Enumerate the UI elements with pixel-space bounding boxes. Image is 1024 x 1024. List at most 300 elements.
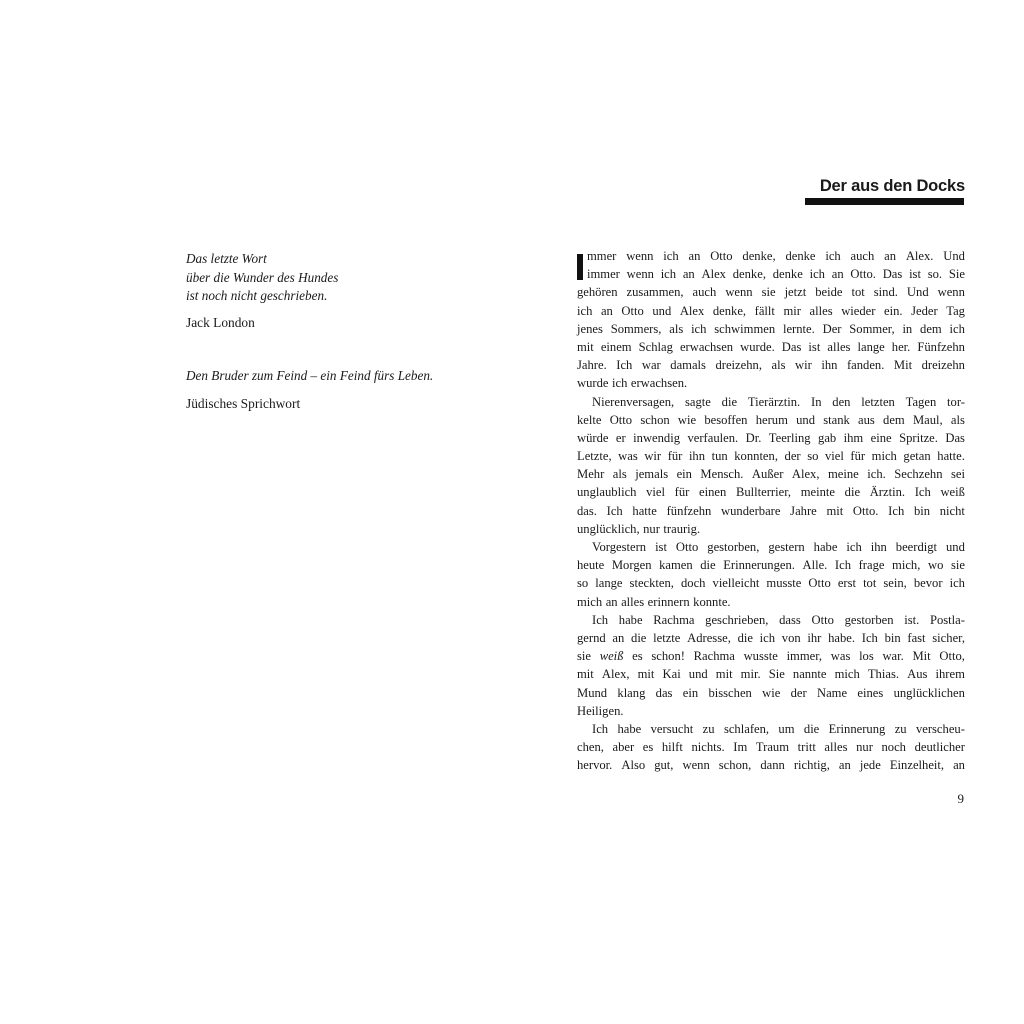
word: gestorben [844, 612, 894, 627]
body-text-line [577, 265, 965, 283]
word: lange [857, 339, 885, 354]
word: steckten, [629, 576, 674, 591]
word: auch [850, 249, 875, 263]
word: der [784, 449, 801, 464]
word: sie [577, 649, 591, 664]
word: besoffen [704, 412, 748, 427]
epigraph-source: Jüdisches Sprichwort [186, 395, 301, 411]
word: versucht [650, 721, 694, 736]
word: ihr [807, 630, 822, 645]
word: getan [903, 449, 931, 464]
word: hilft [661, 740, 683, 755]
word: lernte. [782, 321, 815, 336]
word: ihn [870, 540, 887, 554]
word: fanden. [846, 358, 885, 373]
word: und [946, 540, 965, 554]
word: wie [677, 412, 697, 427]
word: geschrieben, [705, 612, 769, 627]
body-text-line [577, 538, 965, 556]
body-text-line [577, 483, 965, 501]
word: wieder [841, 303, 876, 318]
word: kamen [659, 558, 693, 573]
word: ich [825, 249, 841, 263]
word: ich. [867, 467, 886, 482]
body-text-line [577, 356, 965, 374]
word: tun [711, 449, 728, 464]
word: Vorgestern [592, 540, 647, 554]
word: ich [611, 376, 628, 391]
word: war [641, 358, 661, 373]
word: Im [733, 740, 748, 755]
word: immer, [786, 649, 823, 664]
word: Erinnerungen. [723, 558, 795, 573]
word: die [803, 721, 820, 736]
body-text-line [577, 520, 965, 538]
word: Bullterrier, [735, 485, 792, 500]
right-page [512, 0, 1024, 1024]
word: denke, [742, 249, 776, 263]
word: was [830, 649, 851, 664]
word: stank [823, 412, 850, 427]
word: ihrem [935, 667, 965, 682]
epigraph-proverb [186, 367, 506, 413]
word: Ich [616, 358, 633, 373]
word: schon, [718, 758, 752, 773]
word: sagte [684, 394, 711, 409]
word: die [737, 630, 753, 645]
word: dreizehn [921, 358, 965, 373]
word: beide [815, 285, 843, 300]
word: letzte [653, 630, 681, 645]
word: aber [612, 740, 635, 755]
word: ist. [904, 612, 920, 627]
word: Alex [679, 303, 705, 318]
word: los [859, 649, 874, 664]
word: Tagen [905, 394, 937, 409]
word: mich [834, 667, 860, 682]
word: Jahre [790, 503, 817, 518]
word: als [950, 412, 965, 427]
word: dreizehn, [715, 358, 762, 373]
word: wurde. [740, 339, 775, 354]
word: ich [949, 576, 965, 591]
epigraph-jack-london [186, 250, 506, 332]
word: richtig, [793, 758, 830, 773]
word: aus [858, 412, 875, 427]
word: Und [906, 285, 929, 300]
word: Morgen [611, 558, 652, 573]
word: erwachsen [679, 339, 734, 354]
word: dem [883, 412, 905, 427]
body-text-line [577, 465, 965, 483]
word: Alex, [601, 667, 630, 682]
word: unglücklichen [893, 685, 965, 700]
word: gut, [654, 758, 674, 773]
word: so. [927, 267, 943, 282]
word: Otto [811, 612, 834, 627]
word: heute [577, 558, 605, 573]
word: Und [943, 249, 965, 263]
word: fast [907, 630, 926, 645]
word: lange [595, 576, 623, 591]
word: Das [945, 430, 965, 445]
word: Also [621, 758, 646, 773]
word: bin [913, 503, 931, 518]
word: Rachma [693, 649, 735, 664]
word: habe [617, 721, 642, 736]
word: als [669, 321, 684, 336]
word: musste [766, 576, 802, 591]
word: an [831, 267, 844, 282]
word: von [781, 630, 801, 645]
word: Alle. [802, 558, 828, 573]
word: Mensch. [700, 467, 744, 482]
word: Ich [834, 558, 852, 573]
word: gestern [768, 540, 805, 554]
word: habe [618, 612, 643, 627]
word: wurde [577, 376, 609, 391]
word: In [811, 394, 822, 409]
body-text-line [577, 429, 965, 447]
word: Rachma [653, 612, 695, 627]
word: und [652, 303, 672, 318]
word: erinnern [647, 594, 690, 609]
body-text-line [577, 447, 965, 465]
body-text-line [577, 665, 965, 683]
word: ist [655, 540, 667, 554]
word: tritt [797, 740, 816, 755]
word: ein. [884, 303, 903, 318]
word: ihn [688, 449, 706, 464]
word: Otto. [850, 267, 876, 282]
word: ich [660, 267, 677, 282]
word: damals [670, 358, 706, 373]
word: meinte [800, 485, 835, 500]
word: weiß [599, 649, 624, 664]
body-text-line [577, 702, 965, 720]
word: Ich [592, 612, 609, 627]
word: einen [699, 485, 727, 500]
word: Ich [606, 503, 623, 518]
epigraph-line: über die Wunder des Hundes [186, 269, 339, 285]
word: Sommer, [849, 321, 895, 336]
word: Ich [592, 721, 609, 736]
word: sie [950, 558, 965, 573]
word: schlafen, [723, 721, 770, 736]
word: wenn [682, 758, 710, 773]
word: für [850, 449, 866, 464]
word: Otto. [852, 503, 879, 518]
epigraph-source: Jack London [186, 314, 255, 330]
word: nur [643, 521, 660, 536]
word: mit [715, 667, 733, 682]
word: eine [870, 430, 892, 445]
chapter-title-rule [805, 198, 964, 205]
word: viel [824, 449, 844, 464]
body-text-line [577, 593, 965, 611]
body-text-line [577, 411, 965, 429]
word: Alex, [791, 467, 820, 482]
word: um [778, 721, 795, 736]
word: Außer [751, 467, 784, 482]
word: unglücklich, [577, 521, 640, 536]
word: Thias. [867, 667, 899, 682]
word: alles [621, 594, 645, 609]
word: alles [809, 303, 833, 318]
word: immer [587, 267, 620, 282]
word: die [631, 630, 647, 645]
word: traurig. [663, 521, 701, 536]
word: Otto [621, 303, 644, 318]
body-text-line [577, 393, 965, 411]
word: einem [600, 339, 632, 354]
body-text-line [577, 247, 965, 265]
body-text-line [577, 302, 965, 320]
word: Traum [755, 740, 790, 755]
word: Erinnerung [828, 721, 886, 736]
word: tot [863, 576, 877, 591]
word: an [953, 758, 965, 773]
word: mir. [740, 667, 761, 682]
word: hatte [632, 503, 657, 518]
word: verfaulen. [687, 430, 739, 445]
body-text-line [577, 574, 965, 592]
word: ein [682, 685, 699, 700]
word: Sommers, [610, 321, 662, 336]
epigraph-line: ist noch nicht geschrieben. [186, 288, 328, 304]
word: als [612, 467, 627, 482]
word: inwendig [633, 430, 681, 445]
epigraph-line: Den Bruder zum Feind – ein Feind fürs Leben. [186, 368, 434, 383]
word: Ärztin. [869, 485, 906, 500]
word: Otto [808, 576, 831, 591]
word: weiß [940, 485, 965, 500]
body-text-line [577, 320, 965, 338]
word: der [790, 685, 807, 700]
body-text-line [577, 720, 965, 738]
word: vielleicht [712, 576, 760, 591]
word: das [655, 685, 673, 700]
word: Ich [861, 630, 878, 645]
word: ich [577, 303, 593, 318]
word: konnten, [734, 449, 778, 464]
body-text-line [577, 629, 965, 647]
word: mir [783, 303, 801, 318]
word: deutlicher [914, 740, 965, 755]
word: Tierärztin. [747, 394, 801, 409]
word: schwimmen [714, 321, 776, 336]
epigraph-quote [186, 250, 506, 306]
word: an [605, 594, 618, 609]
word: an [688, 249, 701, 263]
drop-cap-i [577, 254, 583, 280]
word: wenn [626, 267, 654, 282]
word: Heiligen. [577, 703, 624, 718]
word: Einzelheit, [889, 758, 945, 773]
word: dass [779, 612, 801, 627]
word: schon [640, 412, 670, 427]
word: Nierenversagen, [592, 394, 675, 409]
word: schon! [651, 649, 685, 664]
word: an [682, 267, 695, 282]
word: Mehr [577, 467, 605, 482]
word: Alex. [905, 249, 934, 263]
word: Sie [768, 667, 785, 682]
word: jetzt [784, 285, 807, 300]
word: in [902, 321, 913, 336]
word: ihm [843, 430, 864, 445]
word: gab [818, 430, 837, 445]
word: alles [824, 740, 848, 755]
word: wenn [937, 285, 965, 300]
word: ist [808, 339, 821, 354]
word: Otto [710, 249, 733, 263]
word: Jeder [911, 303, 938, 318]
word: ich [809, 267, 825, 282]
word: mit [826, 503, 844, 518]
word: wenn [626, 249, 654, 263]
word: an [884, 249, 897, 263]
word: nichts. [691, 740, 725, 755]
word: fällt [754, 303, 775, 318]
word: dem [920, 321, 942, 336]
word: jenes [577, 321, 603, 336]
word: Ich [914, 485, 931, 500]
word: was [618, 449, 638, 464]
word: mich [577, 594, 603, 609]
word: sicher, [932, 630, 965, 645]
word: wunderbare [721, 503, 781, 518]
body-text-line [577, 556, 965, 574]
word: Sechzehn [894, 467, 943, 482]
word: hervor. [577, 758, 613, 773]
word: nannte [792, 667, 827, 682]
word: als [771, 358, 786, 373]
word: Letzte, [577, 449, 612, 464]
word: letzten [861, 394, 895, 409]
word: frage [858, 558, 885, 573]
word: Der [822, 321, 842, 336]
word: eines [857, 685, 884, 700]
word: Adresse, [687, 630, 731, 645]
word: alles [827, 339, 851, 354]
word: Fünfzehn [917, 339, 965, 354]
chapter-title: Der aus den Docks [819, 177, 965, 195]
word: unglaublich [577, 485, 637, 500]
word: ich [691, 321, 707, 336]
epigraph-line: Das letzte Wort [186, 251, 267, 266]
page-number: 9 [957, 791, 964, 806]
word: denke [785, 249, 816, 263]
word: Jahre. [577, 358, 607, 373]
word: ihn [821, 358, 838, 373]
word: Mund [577, 685, 608, 700]
body-text-line [577, 647, 965, 665]
word: Mit [893, 358, 913, 373]
word: gestorben, [707, 540, 760, 554]
chapter-body-text [577, 247, 965, 774]
word: mit [577, 339, 594, 354]
word: Otto [675, 540, 699, 554]
word: fünfzehn [666, 503, 712, 518]
word: meine [827, 467, 859, 482]
word: Otto [609, 412, 633, 427]
word: chen, [577, 740, 604, 755]
body-text-line [577, 502, 965, 520]
word: mich, [892, 558, 921, 573]
word: tot [851, 285, 865, 300]
body-text-line [577, 738, 965, 756]
word: Kai [662, 667, 681, 682]
word: die [721, 394, 738, 409]
word: wie [762, 685, 781, 700]
word: wo [927, 558, 944, 573]
word: beerdigt [895, 540, 938, 554]
word: dann [760, 758, 785, 773]
word: tor- [947, 394, 965, 409]
word: sein, [883, 576, 907, 591]
word: habe [813, 540, 838, 554]
word: kelte [577, 412, 602, 427]
word: ich [846, 540, 862, 554]
word: viel [646, 485, 666, 500]
word: wir [795, 358, 812, 373]
word: Spritze. [899, 430, 938, 445]
word: bin [884, 630, 901, 645]
word: das. [577, 503, 597, 518]
body-text-line [577, 374, 965, 392]
word: so [577, 576, 589, 591]
word: erst [837, 576, 857, 591]
word: denke, [712, 303, 747, 318]
word: Schlag [638, 339, 673, 354]
word: Sie [948, 267, 965, 282]
word: für [674, 485, 690, 500]
word: sei [950, 467, 965, 482]
word: Das [882, 267, 903, 282]
word: herum [755, 412, 788, 427]
word: doch [681, 576, 706, 591]
word: mit [577, 667, 594, 682]
word: Postla- [929, 612, 965, 627]
epigraph-quote [186, 367, 506, 386]
word: mmer [587, 249, 617, 263]
word: es [642, 740, 654, 755]
word: ich [949, 321, 965, 336]
word: an [612, 630, 625, 645]
word: Tag [946, 303, 965, 318]
body-text-line [577, 611, 965, 629]
word: verscheu- [915, 721, 965, 736]
word: noch [881, 740, 906, 755]
word: zu [702, 721, 715, 736]
word: hatte. [937, 449, 965, 464]
word: denke, [732, 267, 766, 282]
word: für [667, 449, 683, 464]
word: mit [637, 667, 655, 682]
body-text-line [577, 283, 965, 301]
word: jede [859, 758, 881, 773]
word: her. [891, 339, 911, 354]
word: nicht [939, 503, 965, 518]
word: so [807, 449, 819, 464]
word: er [615, 430, 626, 445]
word: ich [663, 249, 679, 263]
word: auch [692, 285, 717, 300]
word: Maul, [912, 412, 943, 427]
word: den [832, 394, 851, 409]
word: Mit [912, 649, 931, 664]
